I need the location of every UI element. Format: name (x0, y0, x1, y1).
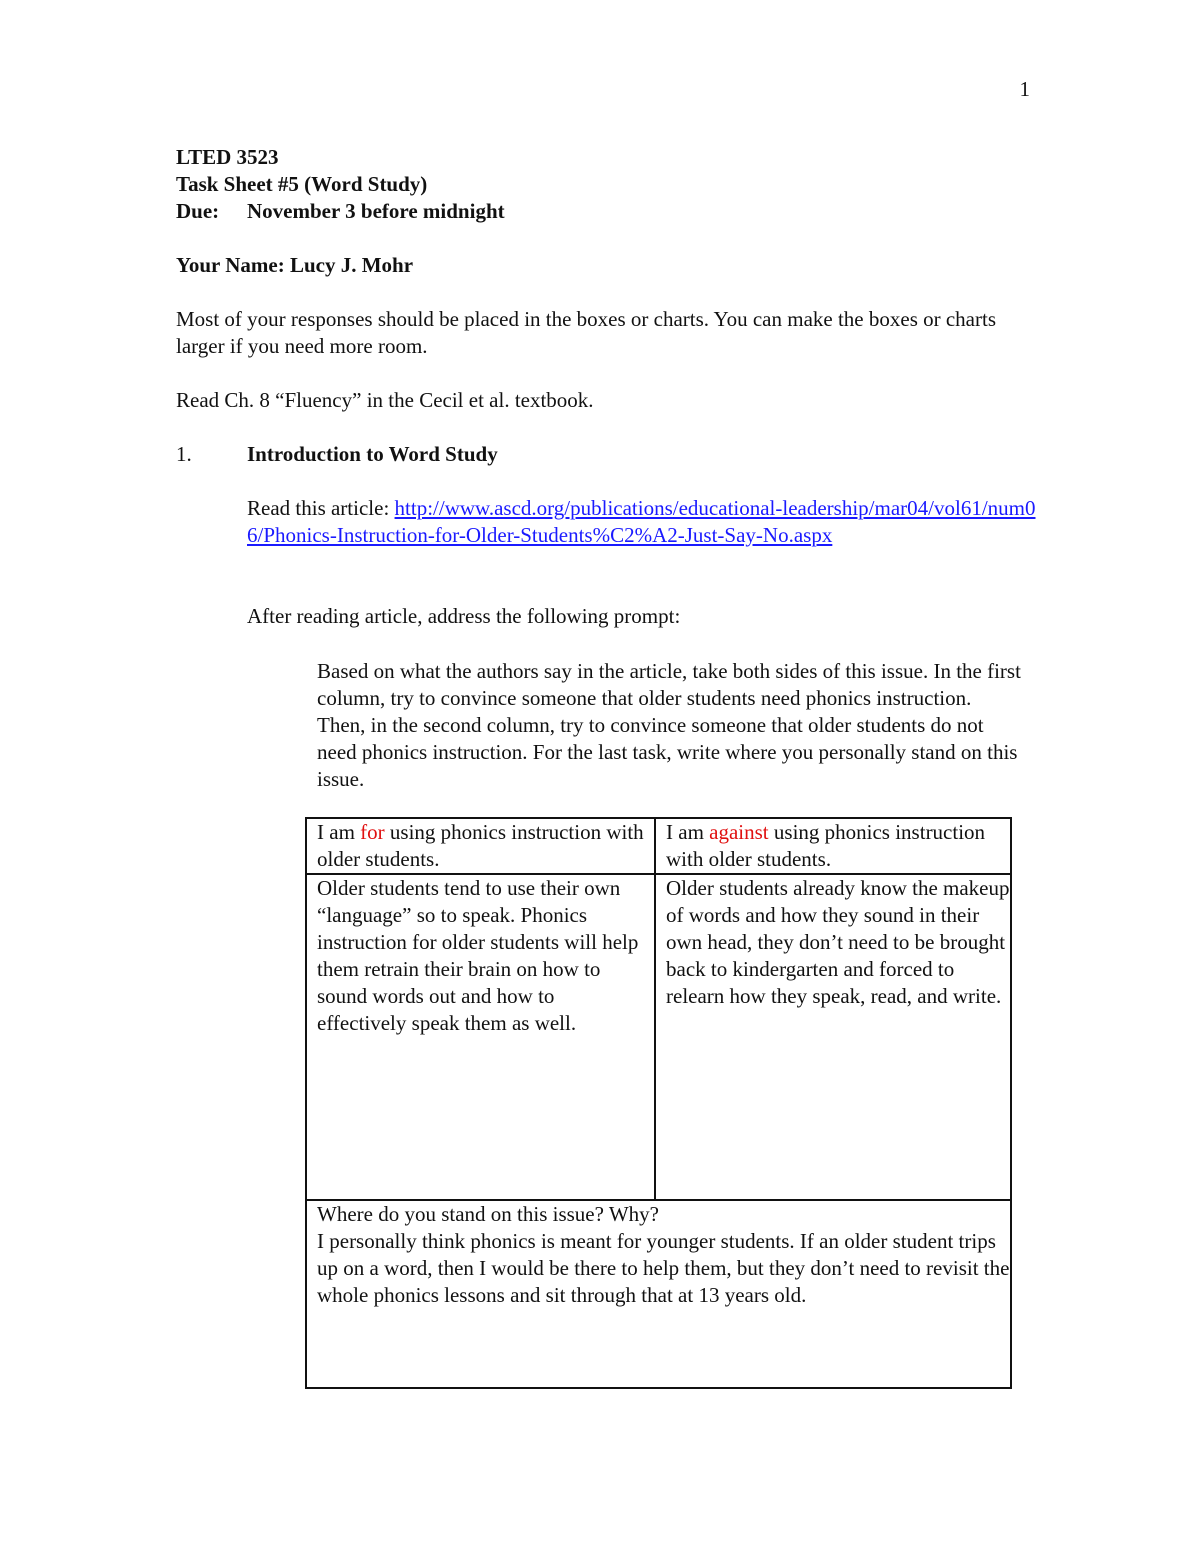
for-header-cell (307, 819, 654, 873)
due-value: November 3 before midnight (247, 199, 505, 223)
after-reading-text: After reading article, address the following prompt: (247, 604, 681, 628)
student-name: Lucy J. Mohr (289, 253, 414, 277)
for-header-suffix: using phonics instruction with older students. (317, 820, 644, 871)
section-number: 1. (176, 442, 192, 466)
course-title: LTED 3523 (176, 145, 279, 169)
student-name-line (176, 252, 413, 279)
stance-question: Where do you stand on this issue? Why? (317, 1202, 659, 1226)
against-header-prefix: I am (666, 820, 710, 844)
article-reference (247, 495, 1047, 549)
prompt-text: Based on what the authors say in the article, take both sides of this issue. In the first column, try to convince someone that older students need phonics instruction. Then, in the second column, try to convince someone that older students do not need phonics instruction. For the last task, write where you personally stand on this issue. (317, 659, 1021, 791)
reading-assignment: Read Ch. 8 “Fluency” in the Cecil et al. textbook. (176, 388, 594, 412)
section-heading (176, 441, 498, 468)
against-header-suffix: using phonics instruction with older students. (666, 820, 986, 871)
due-label: Due: (176, 199, 220, 223)
article-prefix: Read this article: (247, 496, 390, 520)
instructions-text: Most of your responses should be placed in the boxes or charts. You can make the boxes or charts larger if you need more room. (176, 307, 996, 358)
article-link[interactable]: http://www.ascd.org/publications/educational-leadership/mar04/vol61/num06/Phonics-Instruction-for-Older-Students%C2%A2-Just-Say-No.aspx (247, 496, 1036, 547)
for-response-cell: Older students tend to use their own “language” so to speak. Phonics instruction for older students will help them retrain their brain on how to sound words out and how to effectively speak them as well. (317, 876, 639, 1035)
response-table (305, 817, 1012, 1389)
for-highlight: for (360, 820, 385, 844)
document-header (176, 144, 505, 225)
due-date (176, 198, 505, 225)
against-highlight: against (709, 820, 769, 844)
stance-response: I personally think phonics is meant for younger students. If an older student trips up on a word, then I would be there to help them, but they don’t need to revisit the whole phonics lessons and sit through that at 13 years old. (317, 1229, 1010, 1307)
page-number: 1 (1019, 77, 1030, 101)
task-title: Task Sheet #5 (Word Study) (176, 172, 428, 196)
stance-cell (307, 1201, 1010, 1387)
against-response-cell: Older students already know the makeup of words and how they sound in their own head, they don’t need to be brought back to kindergarten and forced to relearn how they speak, read, and write. (666, 876, 1010, 1008)
section-title: Introduction to Word Study (247, 442, 498, 466)
for-header-prefix: I am (317, 820, 361, 844)
student-name-label: Your Name: (176, 253, 285, 277)
against-header-cell (656, 819, 1010, 873)
